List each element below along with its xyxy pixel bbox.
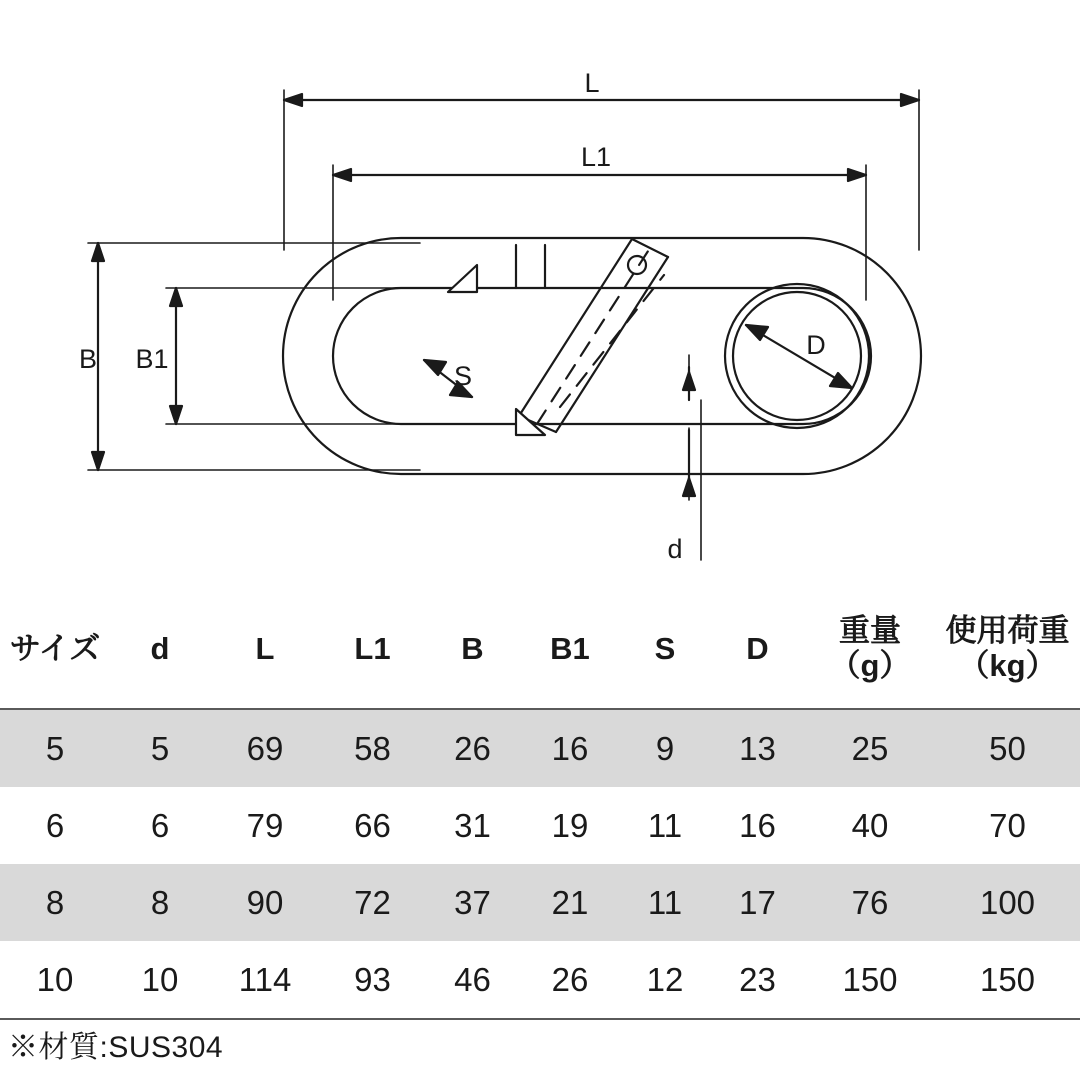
dim-l-arrow-left — [284, 94, 302, 106]
column-header-l — [210, 590, 320, 709]
dim-label-d-small: d — [667, 534, 683, 564]
column-header-b — [425, 590, 520, 709]
cell-d: 5 — [110, 709, 210, 787]
cell-dbig: 23 — [710, 941, 805, 1019]
cell-d: 8 — [110, 864, 210, 941]
column-header-l1-label: L1 — [354, 630, 391, 666]
column-header-weight — [805, 590, 935, 709]
cell-size: 10 — [0, 941, 110, 1019]
cell-load: 70 — [989, 806, 1026, 844]
cell-s: 11 — [647, 806, 683, 844]
column-header-d — [110, 590, 210, 709]
column-header-b1 — [520, 590, 620, 709]
dim-dbig-arrow-left — [746, 325, 768, 340]
table-row — [0, 709, 1080, 787]
dim-b-arrow-top — [92, 243, 104, 261]
cell-load: 100 — [935, 864, 1080, 941]
dim-d-arrow-up — [683, 372, 695, 390]
cell-l: 90 — [210, 864, 320, 941]
cell-b: 37 — [425, 864, 520, 941]
spec-table — [0, 590, 1080, 1020]
column-header-l1 — [320, 590, 425, 709]
column-header-size-label: サイズ — [9, 630, 101, 666]
cell-l1: 93 — [320, 941, 425, 1019]
dim-b1-arrow-top — [170, 288, 182, 306]
cell-size: 8 — [0, 864, 110, 941]
column-header-s-label: S — [654, 630, 676, 666]
cell-b1: 26 — [520, 941, 620, 1019]
cell-b1: 19 — [551, 806, 589, 844]
spec-table-header — [0, 590, 1080, 709]
cell-weight: 40 — [851, 806, 889, 844]
dim-label-b: B — [78, 344, 98, 374]
cell-b1: 16 — [520, 709, 620, 787]
cell-l: 114 — [210, 941, 320, 1019]
lever-center-dashed — [537, 248, 650, 424]
cell-s: 11 — [620, 864, 710, 941]
cell-b: 31 — [454, 806, 491, 844]
cell-l: 79 — [246, 806, 284, 844]
column-header-d-label: d — [150, 630, 170, 666]
material-footnote: ※材質:SUS304 — [8, 1031, 224, 1064]
column-header-weight-label: 重量 — [839, 613, 901, 649]
dim-label-l: L — [584, 68, 600, 98]
cell-b1: 21 — [520, 864, 620, 941]
cell-dbig: 13 — [710, 709, 805, 787]
cell-d: 10 — [110, 941, 210, 1019]
cell-s: 12 — [620, 941, 710, 1019]
hook-tip-right — [516, 409, 545, 435]
column-header-weight-unit: （g） — [829, 648, 911, 683]
cell-load: 150 — [935, 941, 1080, 1019]
column-header-dbig — [710, 590, 805, 709]
cell-weight: 25 — [805, 709, 935, 787]
cell-weight: 150 — [805, 941, 935, 1019]
dim-b1-arrow-bottom — [170, 406, 182, 424]
column-header-load-label: 使用荷重 — [945, 613, 1070, 649]
column-header-dbig-label: D — [746, 630, 769, 666]
ring-inner-outline — [333, 288, 871, 424]
spec-table-body — [0, 709, 1080, 1019]
lever-pivot-hole — [628, 256, 646, 274]
cell-s: 9 — [620, 709, 710, 787]
cell-load: 50 — [935, 709, 1080, 787]
cell-b: 26 — [425, 709, 520, 787]
column-header-l-label: L — [255, 630, 275, 666]
dim-label-d-big: D — [806, 330, 826, 360]
column-header-b1-label: B1 — [550, 630, 590, 666]
lever-edge-upper — [519, 239, 632, 416]
dim-dbig-arrow-right — [830, 373, 852, 388]
lever-top-cap — [632, 239, 668, 257]
dim-label-b1: B1 — [135, 344, 169, 374]
table-row — [0, 864, 1080, 941]
column-header-b-label: B — [461, 630, 484, 666]
cell-d: 6 — [150, 806, 170, 844]
dim-s-arrow-upper — [424, 360, 446, 375]
lever-inner-dashed — [560, 275, 664, 407]
column-header-load-unit: （kg） — [958, 648, 1057, 683]
table-row — [0, 787, 1080, 864]
table-row — [0, 941, 1080, 1019]
column-header-load — [935, 590, 1080, 709]
cell-l: 69 — [210, 709, 320, 787]
dim-label-l1: L1 — [580, 142, 612, 172]
column-header-s — [620, 590, 710, 709]
column-header-size — [0, 590, 110, 709]
cell-l1: 66 — [354, 806, 391, 844]
dim-label-s: S — [453, 361, 473, 391]
dim-b-arrow-bottom — [92, 452, 104, 470]
lever-edge-lower — [556, 257, 668, 432]
hook-tip-left — [448, 265, 477, 292]
cell-size: 6 — [45, 806, 65, 844]
cell-b: 46 — [425, 941, 520, 1019]
cell-dbig: 17 — [710, 864, 805, 941]
cell-size: 5 — [0, 709, 110, 787]
dim-l1-arrow-left — [333, 169, 351, 181]
cell-l1: 58 — [320, 709, 425, 787]
cell-dbig: 16 — [739, 806, 776, 844]
dim-d-arrow-down — [683, 478, 695, 496]
cell-l1: 72 — [320, 864, 425, 941]
dim-l-arrow-right — [901, 94, 919, 106]
cell-weight: 76 — [805, 864, 935, 941]
table-header-row — [0, 590, 1080, 709]
dim-l1-arrow-right — [848, 169, 866, 181]
